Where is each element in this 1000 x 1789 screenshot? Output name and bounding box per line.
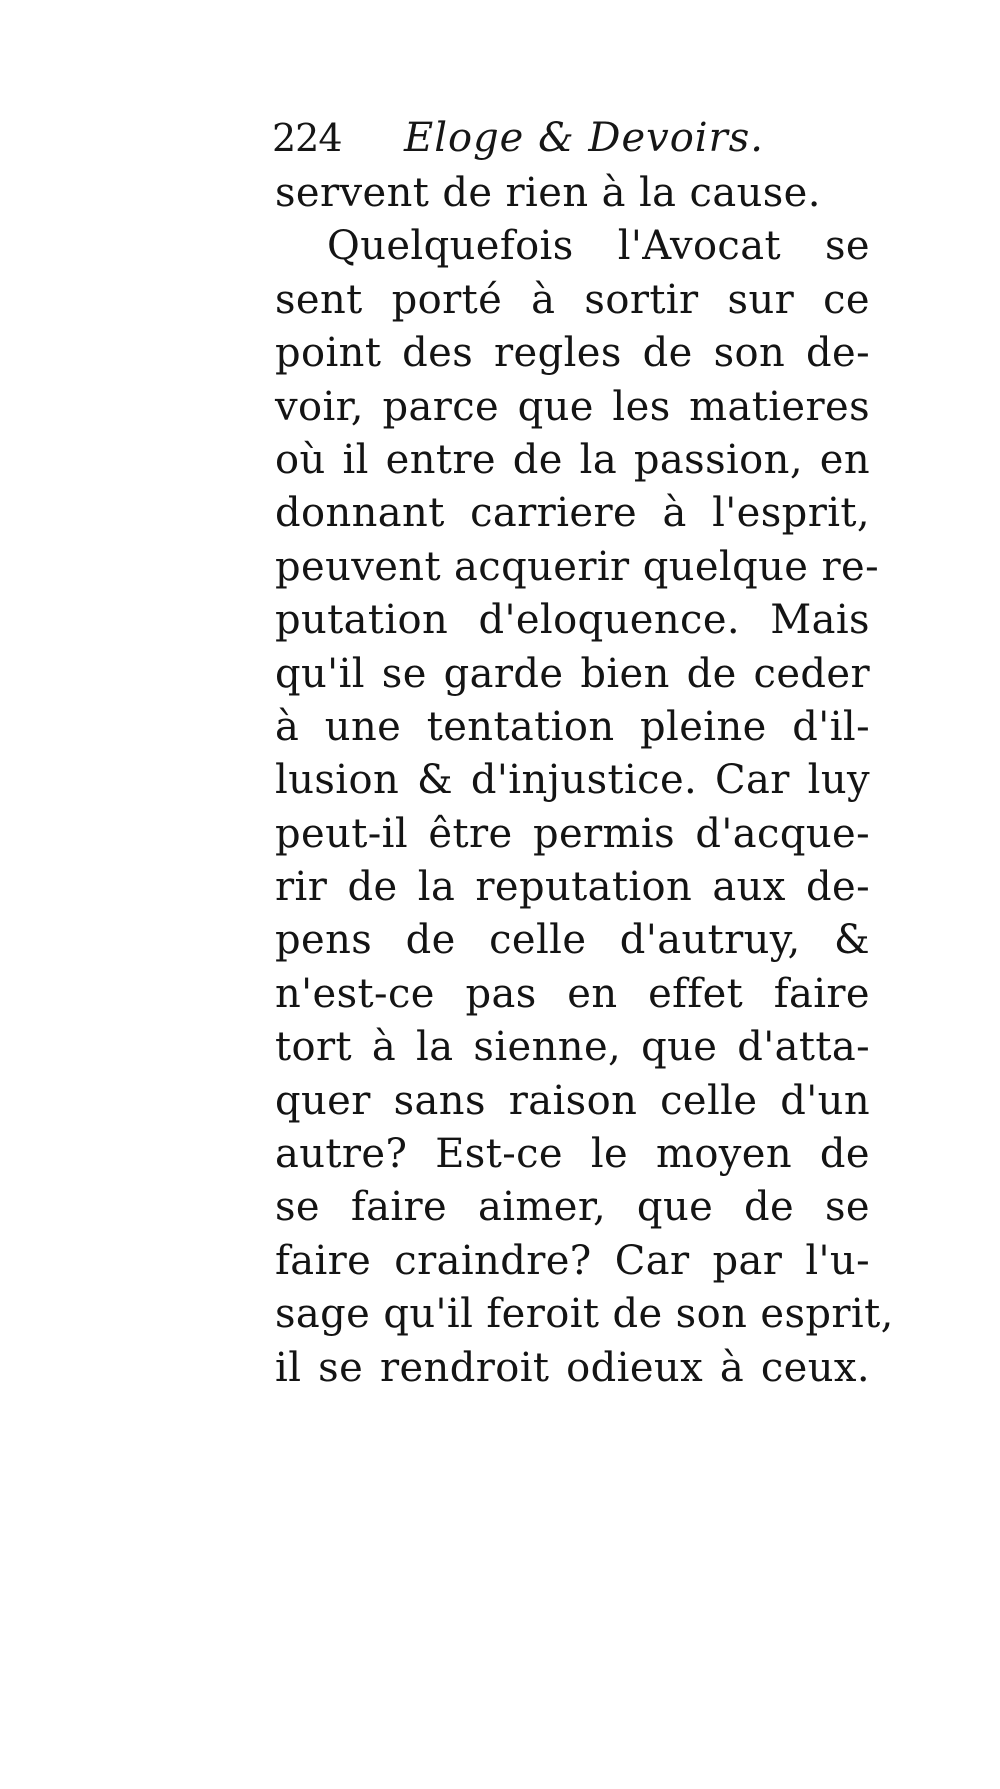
text-line: autre? Est-ce le moyen de	[275, 1131, 870, 1178]
running-title: Eloge & Devoirs.	[404, 115, 764, 161]
text-line: rir de la reputation aux de-	[275, 864, 870, 911]
text-line: donnant carriere à l'esprit,	[275, 490, 870, 537]
page-number: 224	[272, 116, 342, 160]
text-line: peut-il être permis d'acque-	[275, 810, 870, 857]
text-line: il se rendroit odieux à ceux.	[275, 1344, 870, 1391]
text-line: point des regles de son de-	[275, 330, 870, 377]
text-line: faire craindre? Car par l'u-	[275, 1237, 870, 1284]
text-line: putation d'eloquence. Mais	[275, 597, 870, 644]
text-line: lusion & d'injustice. Car luy	[275, 757, 870, 804]
page-header	[272, 108, 872, 168]
text-line: tort à la sienne, que d'atta-	[275, 1024, 870, 1071]
text-line: servent de rien à la cause.	[275, 170, 821, 216]
text-line: se faire aimer, que de se	[275, 1184, 870, 1231]
text-line: Quelquefois l'Avocat se	[327, 223, 870, 270]
text-line: qu'il se garde bien de ceder	[275, 650, 870, 697]
text-line: où il entre de la passion, en	[275, 436, 870, 483]
text-line: à une tentation pleine d'il-	[275, 703, 870, 750]
text-line: sent porté à sortir sur ce	[275, 276, 870, 323]
text-line: quer sans raison celle d'un	[275, 1077, 870, 1124]
text-line: voir, parce que les matieres	[275, 383, 870, 430]
text-line: pens de celle d'autruy, &	[275, 917, 870, 964]
text-line: peuvent acquerir quelque re-	[275, 543, 879, 590]
text-line: n'est-ce pas en effet faire	[275, 970, 870, 1017]
text-line: sage qu'il feroit de son esprit,	[275, 1291, 894, 1338]
body-text	[275, 167, 894, 1395]
